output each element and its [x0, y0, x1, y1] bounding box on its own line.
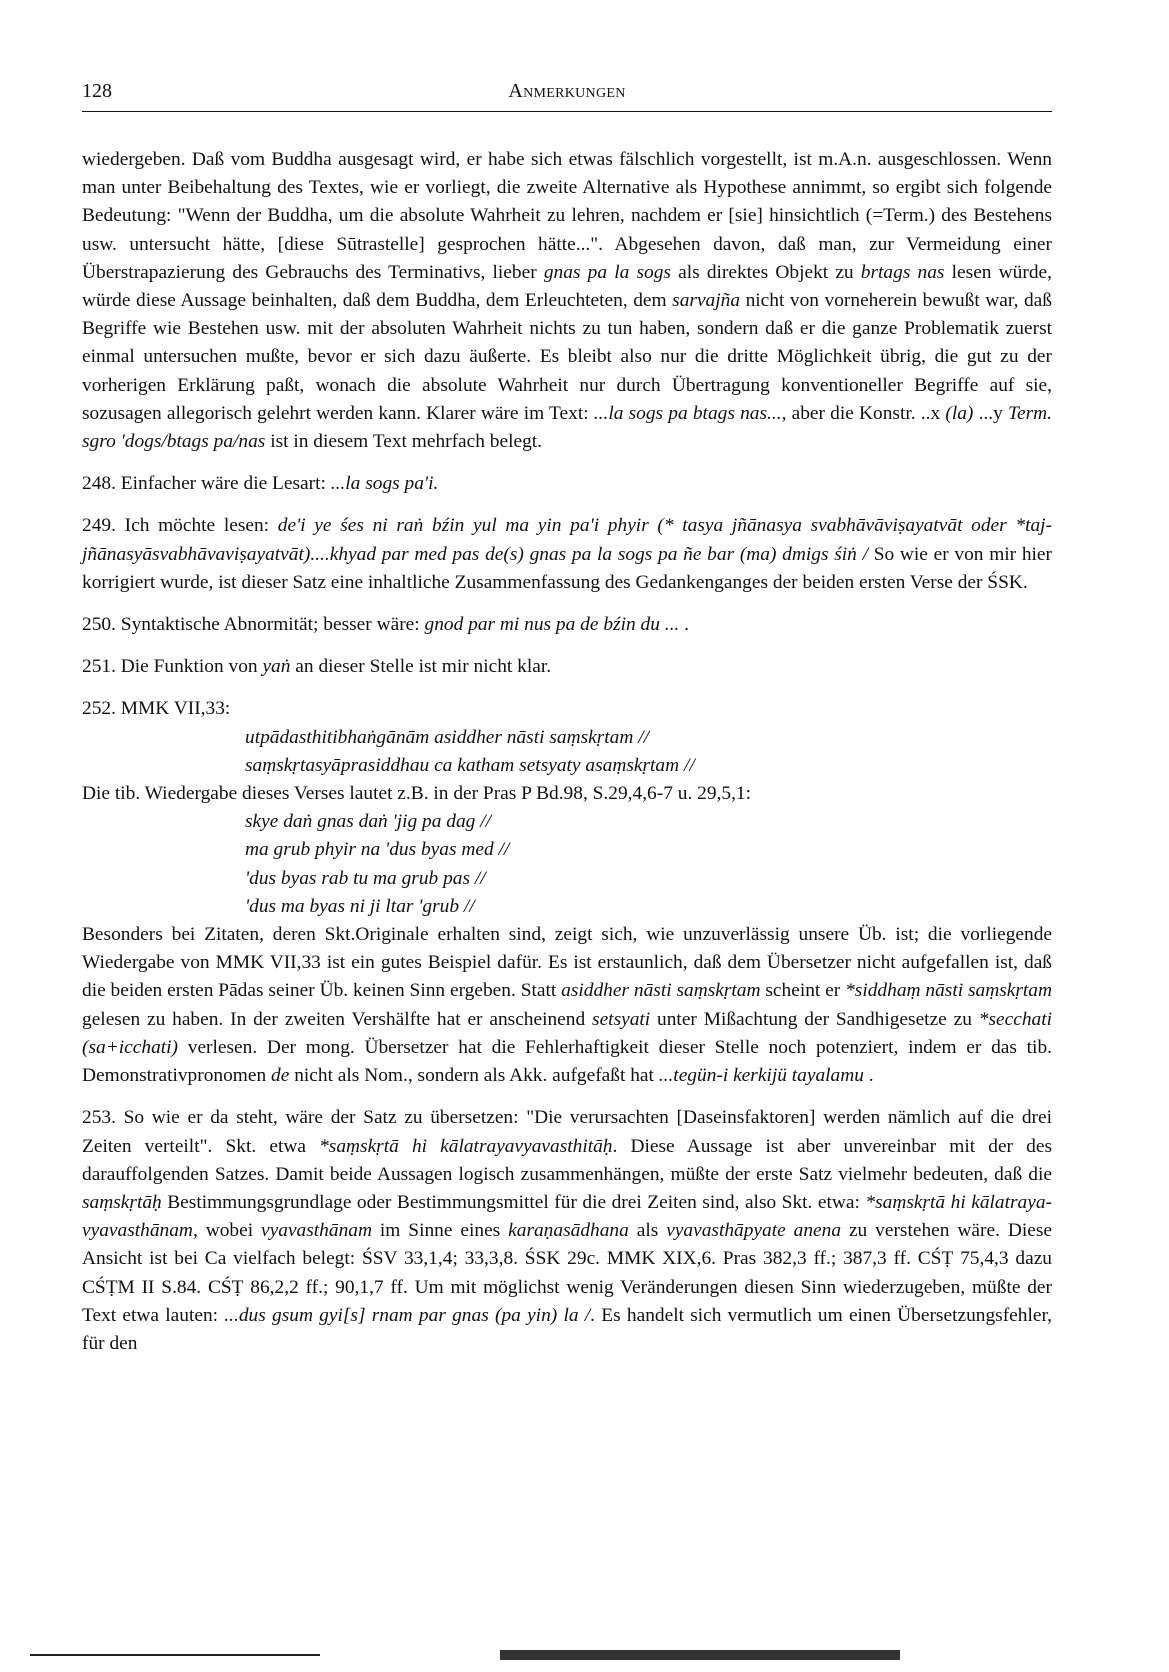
- italic-run: Term. sgro 'dogs/btags pa/nas: [82, 402, 1053, 453]
- verse-line: 'dus byas rab tu ma grub pas //: [245, 867, 486, 889]
- italic-run: yaṅ: [262, 656, 291, 678]
- italic-run: ...dus gsum gyi[s] rnam par gnas (pa yin) la /: [224, 1304, 591, 1326]
- italic-run: vyavasthāpyate anena: [666, 1220, 842, 1242]
- running-title: Anmerkungen: [508, 80, 626, 102]
- italic-run: sarvajña: [672, 290, 741, 312]
- italic-run: *siddhaṃ nāsti saṃskṛtam: [845, 980, 1053, 1002]
- text-run: nicht als Nom., sondern als Akk. aufgefaßt hat: [289, 1065, 659, 1087]
- text-run: Bestimmungsgrundlage oder Bestimmungsmittel für die drei Zeiten sind, also Skt. etwa:: [161, 1191, 866, 1213]
- text-run: ...y: [973, 402, 1008, 424]
- text-run: . Es handelt sich vermutlich um einen Übersetzungsfehler, für den: [82, 1304, 1052, 1354]
- text-run: im Sinne eines: [371, 1220, 509, 1242]
- italic-run: ...la sogs pa'i.: [330, 473, 439, 495]
- note-249: [82, 512, 1052, 597]
- text-run: an dieser Stelle ist mir nicht klar.: [290, 656, 552, 678]
- italic-run: gnas pa la sogs: [543, 261, 671, 283]
- text-run: So wie er von mir hier korrigiert wurde, ist dieser Satz eine inhaltliche Zusammenfassung des Gedankenganges der beiden ersten Verse der ŚSK.: [82, 543, 1053, 593]
- page-header: [82, 80, 1052, 110]
- text-run: gelesen zu haben. In der zweiten Vershälfte hat er anscheinend: [82, 1008, 593, 1030]
- italic-run: karaṇasādhana: [508, 1220, 629, 1242]
- italic-run: *secchati (sa+icchati): [82, 1008, 1052, 1058]
- text-run: wiedergeben. Daß vom Buddha ausgesagt wird, er habe sich etwas fälschlich vorgestellt, ist m.A.n. ausgeschlossen. Wenn man unter Beibehaltung des Textes, wie er vorliegt, die zweite Alternative als Hypothese annimmt, so ergibt sich folgende Bedeutung: "Wenn der Buddha, um die absolute Wahrheit zu lehren, nachdem er [sie] hinsichtlich (=Term.) des Bestehens usw. untersucht hätte, [diese Sūtrastelle] gesprochen hätte...". Abgesehen davon, daß man, zur Vermeidung einer Überstrapazierung des Gebrauchs des Terminativs, lieber: [82, 149, 1052, 283]
- note-252-comment: [82, 921, 1052, 1090]
- italic-run: saṃskṛtāḥ: [82, 1191, 162, 1213]
- text-run: als: [628, 1220, 667, 1242]
- note-252: [82, 695, 1052, 1090]
- note-253: [82, 1104, 1052, 1358]
- italic-run: ...tegün-i kerkijü tayalamu: [658, 1065, 864, 1087]
- note-248: [82, 470, 1052, 498]
- italic-run: vyavasthānam: [261, 1220, 372, 1242]
- italic-run: setsyati: [592, 1008, 651, 1030]
- header-rule: [82, 111, 1052, 112]
- text-run: ist in diesem Text mehrfach belegt.: [265, 431, 543, 453]
- italic-run: asiddher nāsti saṃskṛtam: [561, 980, 761, 1002]
- text-run: verlesen. Der mong. Übersetzer hat die Fehlerhaftigkeit dieser Stelle noch potenziert, indem er das tib. Demonstrativpronomen: [82, 1036, 1052, 1087]
- verse-line: 'dus ma byas ni ji ltar 'grub //: [245, 895, 475, 917]
- note-251: [82, 653, 1052, 681]
- text-run: , aber die Konstr. ..x: [781, 402, 946, 424]
- italic-run: ...la sogs pa btags nas...: [593, 402, 782, 424]
- scan-artifacts: [0, 1648, 1169, 1668]
- note-252-tib-intro: Die tib. Wiedergabe dieses Verses lautet z.B. in der Pras P Bd.98, S.29,4,6-7 u. 29,5,1:: [82, 783, 752, 805]
- text-run: scheint er: [760, 980, 846, 1002]
- text-run: zu verstehen wäre. Diese Ansicht ist bei Ca vielfach belegt: ŚSV 33,1,4; 33,3,8. ŚSK 29c. MMK XIX,6. Pras 382,3 ff.; 387,3 ff. CŚṬ 75,4,3 dazu CŚṬM II S.84. CŚṬ 86,2,2 ff.; 90,1,7 ff. Um mit möglichst wenig Veränderungen diesen Sinn wiederzugeben, müßte der Text etwa lauten:: [82, 1220, 1052, 1326]
- note-252-head: 252. MMK VII,33:: [82, 698, 231, 720]
- text-run: 249. Ich möchte lesen:: [82, 515, 278, 537]
- italic-run: de: [271, 1065, 290, 1087]
- italic-run: gnod par mi nus pa de bźin du ...: [424, 614, 680, 636]
- italic-run: de'i ye śes ni raṅ bźin yul ma yin pa'i phyir (* tasya jñānasya svabhāvāviṣayatvāt oder *taj-jñānasyāsvabhāvaviṣayatvāt)....khyad par med pas de(s) gnas pa la sogs pa ñe bar (ma) dmigs śiṅ /: [82, 515, 1053, 565]
- verse-line: saṃskṛtasyāprasiddhau ca katham setsyaty asaṃskṛtam //: [245, 754, 695, 776]
- text-run: 251. Die Funktion von: [82, 656, 263, 678]
- text-run: 253. So wie er da steht, wäre der Satz zu übersetzen: "Die verursachten [Daseinsfaktoren] werden nämlich auf die drei Zeiten verteilt". Skt. etwa: [82, 1107, 1052, 1157]
- text-run: 248. Einfacher wäre die Lesart:: [82, 473, 331, 495]
- scan-rule: [30, 1654, 320, 1656]
- verse-line: skye daṅ gnas daṅ 'jig pa dag //: [245, 811, 491, 833]
- text-run: Besonders bei Zitaten, deren Skt.Originale erhalten sind, zeigt sich, wie unzuverlässig unsere Üb. ist; die vorliegende Wiedergabe von MMK VII,33 ist ein gutes Beispiel dafür. Es ist erstaunlich, daß dem Übersetzer nicht aufgefallen ist, daß die beiden ersten Pādas seiner Üb. keinen Sinn ergeben. Statt: [82, 924, 1052, 1002]
- text-run: unter Mißachtung der Sandhigesetze zu: [650, 1008, 979, 1030]
- continuation-paragraph: [82, 146, 1052, 456]
- scan-bar: [500, 1650, 900, 1660]
- italic-run: *saṃskṛtā hi kālatrayavyavasthitāḥ: [319, 1135, 613, 1157]
- text-run: . Diese Aussage ist aber unvereinbar mit der des darauffolgenden Satzes. Damit beide Aussagen logisch zusammenhängen, müßte der erste Satz vielmehr bedeuten, daß die: [82, 1135, 1052, 1185]
- note-250: [82, 611, 1052, 639]
- text-run: .: [863, 1065, 874, 1087]
- verse-line: utpādasthitibhaṅgānām asiddher nāsti saṃskṛtam //: [245, 726, 649, 748]
- text-run: lesen würde, würde diese Aussage beinhalten, daß dem Buddha, dem Erleuchteten, dem: [82, 261, 1052, 312]
- italic-run: *saṃskṛtā hi kālatraya-vyavasthānam: [82, 1191, 1052, 1242]
- text-run: .: [679, 614, 689, 636]
- text-run: 250. Syntaktische Abnormität; besser wäre:: [82, 614, 425, 636]
- text-run: als direktes Objekt zu: [670, 261, 861, 283]
- verse-line: ma grub phyir na 'dus byas med //: [245, 839, 510, 861]
- text-run: nicht von vorneherein bewußt war, daß Begriffe wie Bestehen usw. mit der absoluten Wahrheit nichts zu tun haben, sondern daß er die ganze Problematik zuerst einmal untersuchen mußte, bevor er sich dazu äußerte. Es bleibt also nur die dritte Möglichkeit übrig, die gut zu der vorherigen Erklärung paßt, wonach die absolute Wahrheit nur durch Übertragung konventioneller Begriffe auf sie, sozusagen allegorisch gelehrt werden kann. Klarer wäre im Text:: [82, 290, 1052, 424]
- page-number: 128: [82, 80, 112, 102]
- text-run: , wobei: [192, 1220, 262, 1242]
- italic-run: brtags nas: [860, 261, 945, 283]
- italic-run: (la): [945, 402, 974, 424]
- page-body: [82, 146, 1052, 1358]
